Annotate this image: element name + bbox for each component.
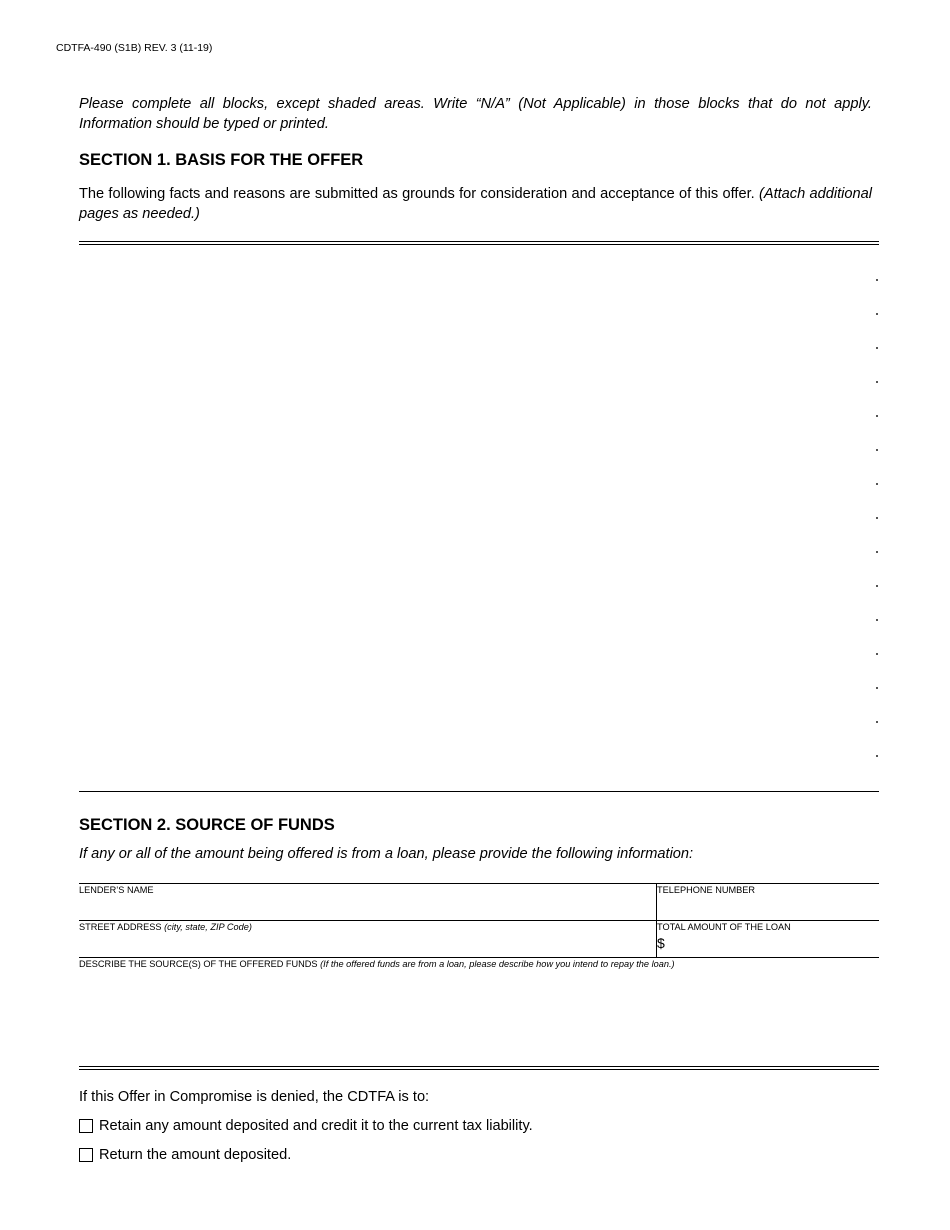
- total-loan-label: TOTAL AMOUNT OF THE LOAN: [657, 922, 791, 932]
- describe-source-hint: (If the offered funds are from a loan, please describe how you intend to repay the loan.): [320, 959, 675, 969]
- section1-text-italic: (Attach additional pages as needed.): [79, 186, 872, 222]
- section1-title: SECTION 1. BASIS FOR THE OFFER: [79, 151, 364, 169]
- section1-top-rule: [79, 241, 879, 245]
- describe-source-field[interactable]: [79, 958, 879, 1064]
- telephone-field[interactable]: [657, 884, 879, 919]
- line-dot: [876, 347, 878, 349]
- lender-name-field[interactable]: [79, 884, 655, 919]
- section1-bottom-rule: [79, 791, 879, 792]
- line-dot: [876, 517, 878, 519]
- line-dot: [876, 721, 878, 723]
- line-dot: [876, 415, 878, 417]
- line-dot: [876, 483, 878, 485]
- line-dot: [876, 449, 878, 451]
- describe-source-text: DESCRIBE THE SOURCE(S) OF THE OFFERED FUNDS: [79, 959, 318, 969]
- line-dot: [876, 551, 878, 553]
- option-retain-label: Retain any amount deposited and credit it to the current tax liability.: [99, 1118, 533, 1134]
- street-address-field[interactable]: [79, 921, 655, 956]
- line-dot: [876, 619, 878, 621]
- loan-note: If any or all of the amount being offered is from a loan, please provide the following information:: [79, 846, 694, 862]
- basis-text-area[interactable]: [79, 246, 879, 791]
- section1-description: [79, 185, 872, 224]
- line-dot: [876, 313, 878, 315]
- line-dot: [876, 755, 878, 757]
- describe-source-label: [79, 959, 675, 969]
- street-address-text: STREET ADDRESS: [79, 922, 162, 932]
- street-address-label: [79, 922, 252, 932]
- instructions: Please complete all blocks, except shaded areas. Write “N/A” (Not Applicable) in those blocks that do not apply. Information should be typed or printed.: [79, 96, 872, 132]
- form-id: CDTFA-490 (S1B) REV. 3 (11-19): [56, 42, 213, 54]
- retain-checkbox[interactable]: [79, 1119, 93, 1133]
- dollar-sign: $: [657, 935, 665, 951]
- section2-title: SECTION 2. SOURCE OF FUNDS: [79, 816, 335, 834]
- lender-name-label: LENDER’S NAME: [79, 885, 154, 895]
- section1-text: The following facts and reasons are submitted as grounds for consideration and acceptance of this offer.: [79, 186, 755, 202]
- line-dot: [876, 653, 878, 655]
- telephone-label: TELEPHONE NUMBER: [657, 885, 756, 895]
- line-dot: [876, 381, 878, 383]
- line-dot: [876, 687, 878, 689]
- total-loan-field[interactable]: [657, 921, 879, 956]
- line-dot: [876, 279, 878, 281]
- option-return-label: Return the amount deposited.: [99, 1147, 292, 1163]
- option-retain[interactable]: [79, 1118, 533, 1134]
- return-checkbox[interactable]: [79, 1148, 93, 1162]
- section2-bottom-rule: [79, 1066, 879, 1070]
- denied-question: If this Offer in Compromise is denied, the CDTFA is to:: [79, 1089, 430, 1105]
- street-address-hint: (city, state, ZIP Code): [164, 922, 252, 932]
- line-dot: [876, 585, 878, 587]
- option-return[interactable]: [79, 1147, 291, 1163]
